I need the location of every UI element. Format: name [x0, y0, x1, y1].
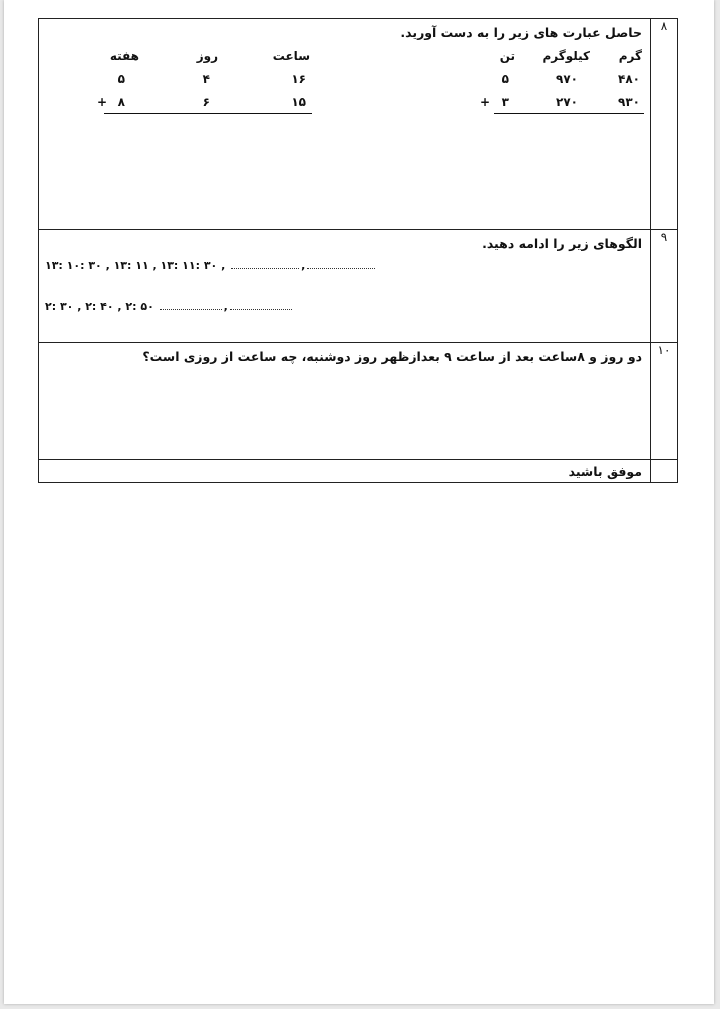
blank-answer[interactable]	[307, 260, 375, 269]
blank-answer[interactable]	[230, 301, 292, 310]
mass-value: ۹۷۰	[556, 72, 578, 86]
mass-value: ۵	[501, 72, 509, 86]
question-number: ۱۰	[651, 343, 678, 460]
question-row-8	[39, 19, 678, 230]
time-value: ۸	[117, 95, 125, 109]
time-value: ۱۵	[291, 95, 306, 109]
header-week: هفته	[109, 49, 139, 63]
blank-answer[interactable]	[231, 260, 299, 269]
header-ton: تن	[499, 49, 515, 63]
answer-underline	[494, 113, 644, 114]
time-value: ۶	[202, 95, 210, 109]
time-value: ۴	[202, 72, 210, 86]
blank-separator: ,	[223, 300, 228, 313]
header-hour: ساعت	[272, 49, 310, 63]
time-value: ۱۶	[291, 72, 306, 86]
question-text: حاصل عبارت های زیر را به دست آورید.	[400, 25, 642, 40]
blank-separator: ,	[301, 259, 306, 272]
question-number: ۸	[651, 19, 678, 230]
exam-page	[4, 0, 714, 1004]
plus-sign: +	[479, 95, 490, 109]
question-content	[39, 19, 651, 230]
exam-table	[38, 18, 678, 483]
time-value: ۵	[117, 72, 125, 86]
footer-number-cell	[651, 460, 678, 483]
header-day: روز	[196, 49, 218, 63]
header-kilogram: کیلوگرم	[542, 49, 590, 63]
footer-row	[39, 460, 678, 483]
question-text: دو روز و ۸ساعت بعد از ساعت ۹ بعدازظهر روز دوشنبه، چه ساعت از روزی است؟	[142, 349, 642, 364]
header-gram: گرم	[618, 49, 642, 63]
pattern-line-1	[45, 259, 377, 272]
pattern-sequence: ۲: ۳۰ , ۲: ۴۰ , ۲: ۵۰	[45, 300, 154, 313]
question-text: الگوهای زیر را ادامه دهید.	[482, 236, 642, 251]
pattern-sequence: ۱۳: ۱۰: ۳۰ , ۱۳: ۱۱ , ۱۳: ۱۱: ۳۰ ,	[45, 259, 226, 272]
question-row-10	[39, 343, 678, 460]
good-luck-text: موفق باشید	[568, 464, 642, 479]
mass-value: ۹۳۰	[618, 95, 640, 109]
plus-sign: +	[96, 95, 107, 109]
answer-underline	[104, 113, 312, 114]
question-content	[39, 343, 651, 460]
footer-cell	[39, 460, 651, 483]
mass-value: ۲۷۰	[556, 95, 578, 109]
question-number: ۹	[651, 230, 678, 343]
mass-value: ۴۸۰	[618, 72, 640, 86]
mass-value: ۳	[501, 95, 509, 109]
question-content	[39, 230, 651, 343]
blank-answer[interactable]	[160, 301, 222, 310]
question-row-9	[39, 230, 678, 343]
pattern-line-2	[45, 300, 294, 313]
